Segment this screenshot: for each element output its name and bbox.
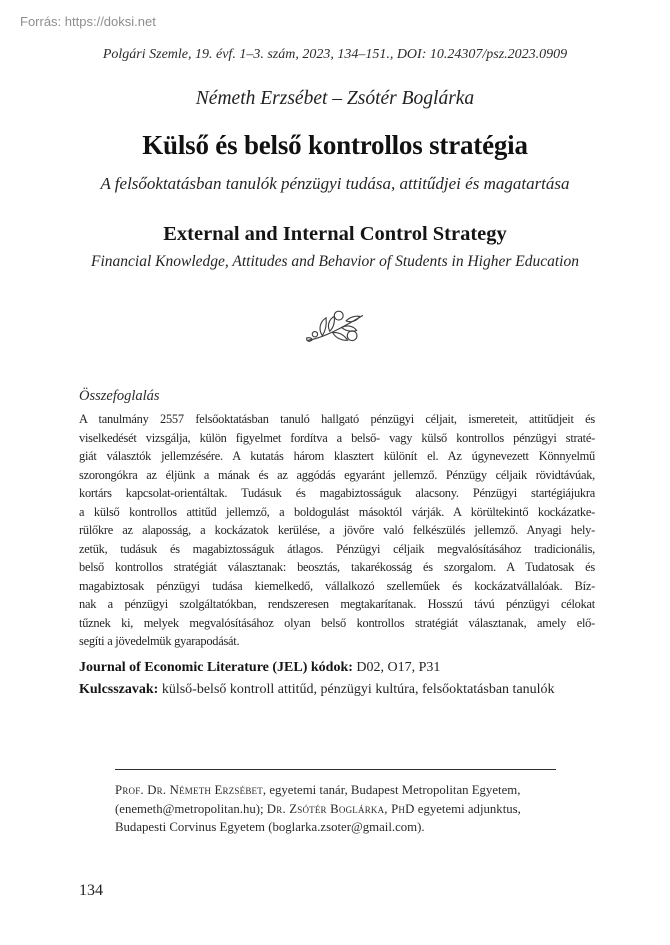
meta-section bbox=[79, 657, 595, 701]
abstract-line: zetük, tudásuk és magabiztosságuk átlagos. Pénzügyi céljaik megvalósításához tradicionális, bbox=[79, 541, 595, 556]
abstract-heading: Összefoglalás bbox=[79, 388, 160, 404]
footnote-author2-name: Dr. Zsótér Boglárka, PhD bbox=[266, 801, 415, 816]
article-subtitle-en: Financial Knowledge, Attitudes and Behavior of Students in Higher Education bbox=[91, 253, 579, 270]
abstract-line: rülőkre az alaposság, a kockázatok kerülése, a jövőre való felkészülés jellemző. Anyagi hely- bbox=[79, 523, 595, 537]
abstract-line: szorongókra az éljünk a mának és az aggódás egyaránt jellemző. Pénzügy céljaik rövidtávúak, bbox=[79, 467, 595, 482]
abstract-line: kortárs kapcsolat-orientáltak. Tudásuk és magabiztosságuk alacsony. Pénzügyi startégiájukra bbox=[79, 486, 595, 500]
footnote-text bbox=[115, 781, 556, 837]
footnote-author1-name: Prof. Dr. Németh Erzsébet bbox=[115, 783, 263, 797]
abstract-body bbox=[79, 410, 595, 651]
jel-label: Journal of Economic Literature (JEL) kódok: bbox=[79, 660, 353, 675]
source-note: Forrás: https://doksi.net bbox=[20, 14, 156, 29]
article-subtitle-hu: A felsőoktatásban tanulók pénzügyi tudása, attitűdjei és magatartása bbox=[100, 174, 570, 193]
jel-line bbox=[79, 657, 595, 679]
keywords-line bbox=[79, 679, 595, 701]
article-title-hu: Külső és belső kontrollos stratégia bbox=[142, 130, 528, 160]
page-number: 134 bbox=[79, 882, 103, 899]
abstract-line: magabiztosak pénzügyi tudása kiemelkedő, vállalkozó szelleműek és kockázatvállalóak. Bíz- bbox=[79, 578, 595, 593]
authors-line: Németh Erzsébet – Zsótér Boglárka bbox=[195, 88, 475, 109]
abstract-line: A tanulmány 2557 felsőoktatásban tanuló hallgató pénzügyi céljait, ismereteit, attitűdjeit és bbox=[79, 412, 595, 426]
abstract-line: nak a pénzügyi szolgáltatókban, rendszeresen megtakarítanak. Hosszú távú pénzügyi célokat bbox=[79, 597, 595, 611]
abstract-section bbox=[79, 388, 595, 651]
keywords-label: Kulcsszavak: bbox=[79, 682, 159, 697]
abstract-line: viselkedését vizsgálja, külön figyelmet fordítva a belső- vagy külső kontrollos pénzügyi straté- bbox=[79, 430, 595, 445]
footnote-author2-details: egyetemi adjunktus, Budapesti Corvinus Egyetem (boglarka.zsoter@gmail.com). bbox=[115, 801, 521, 834]
footnote-author1-details: , egyetemi tanár, Budapest Metropolitan Egyetem, (enemeth@metropolitan.hu); bbox=[115, 783, 521, 816]
abstract-line: a külső kontrollos attitűd jellemző, a boldogulást másoktól várják. A körültekintő kockázatke- bbox=[79, 504, 595, 519]
jel-codes: D02, O17, P31 bbox=[356, 660, 441, 675]
keywords-text: külső-belső kontroll attitűd, pénzügyi kultúra, felsőoktatásban tanulók bbox=[161, 682, 555, 697]
journal-header: Polgári Szemle, 19. évf. 1–3. szám, 2023, 134–151., DOI: 10.24307/psz.2023.0909 bbox=[102, 47, 568, 62]
abstract-line: segíti a jövedelmük gyarapodását. bbox=[79, 634, 240, 648]
article-title-en: External and Internal Control Strategy bbox=[163, 223, 507, 245]
floral-sprig-icon bbox=[303, 306, 367, 352]
abstract-line: giát választók jellemzésére. A kutatás három klasztert különít el. Az úgynevezett Könnyelmű bbox=[79, 449, 595, 463]
abstract-line: tűznek ki, melyek megvalósításához olyan belső kontrollos stratégiát választanak, amely elő- bbox=[79, 615, 595, 630]
abstract-line: belső kontrollos stratégiát választanak: beosztás, takarékosság és szorgalom. A Tudatosak és bbox=[79, 560, 595, 574]
footnote bbox=[115, 769, 556, 837]
footnote-separator bbox=[115, 769, 556, 770]
